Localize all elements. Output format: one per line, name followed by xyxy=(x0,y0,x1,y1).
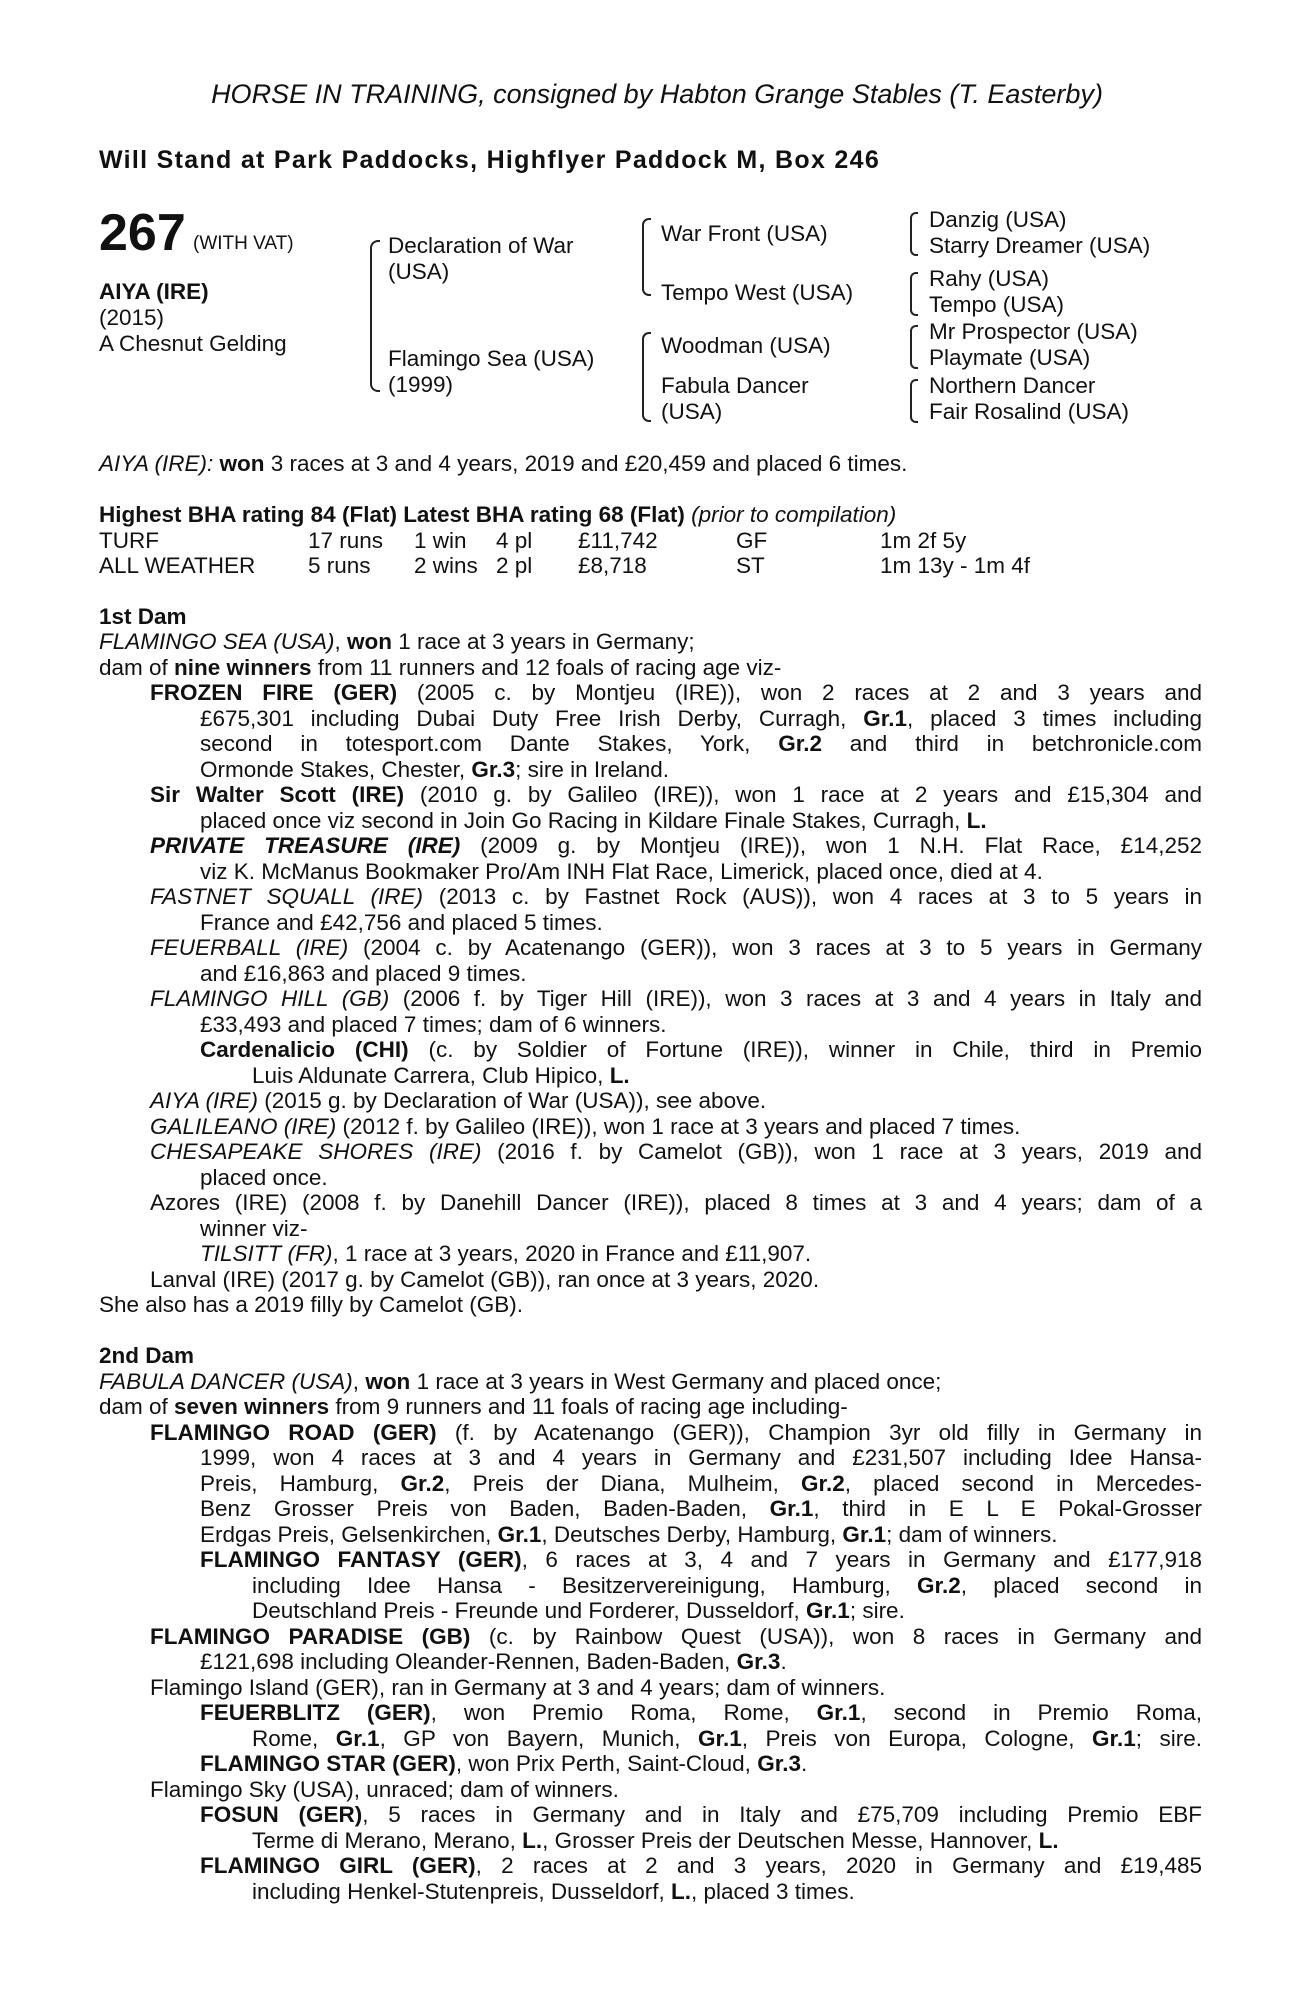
list-item: £33,493 and placed 7 times; dam of 6 winners. xyxy=(200,1012,667,1037)
grade: Gr.1 xyxy=(769,1496,814,1521)
produce-count: seven winners xyxy=(174,1394,330,1419)
pedigree-dam-year: (1999) xyxy=(388,372,454,397)
list-item xyxy=(150,833,1202,858)
list-item xyxy=(200,1700,1202,1725)
text: (2010 g. by Galileo (IRE)), won 1 race at 2 years and £15,304 and xyxy=(404,782,1202,807)
horse-name: FASTNET SQUALL (IRE) xyxy=(150,884,424,909)
consignment-title: HORSE IN TRAINING, consigned by Habton Grange Stables (T. Easterby) xyxy=(211,79,1103,109)
text: , Preis von Europa, Cologne, xyxy=(741,1726,1092,1751)
wins: 2 wins xyxy=(414,553,478,579)
list-item xyxy=(200,1853,1202,1878)
text: second in totesport.com Dante Stakes, York, xyxy=(200,731,779,756)
grade: Gr.1 xyxy=(698,1726,742,1751)
pedigree-sire-sire: War Front (USA) xyxy=(661,221,828,246)
list-item xyxy=(150,986,1202,1011)
text: , placed 3 times. xyxy=(690,1879,855,1904)
text: 1999, won 4 races at 3 and 4 years in Germany and £231,507 including Idee Hansa- xyxy=(200,1445,1202,1470)
list-item: Flamingo Sky (USA), unraced; dam of winners. xyxy=(150,1777,619,1802)
text: , 6 races at 3, 4 and 7 years in Germany and £177,918 xyxy=(521,1547,1202,1572)
distance: 1m 2f 5y xyxy=(880,528,967,553)
dam-name: FLAMINGO SEA (USA) xyxy=(99,629,335,654)
pedigree-sire: Declaration of War xyxy=(388,233,574,258)
list-item: viz K. McManus Bookmaker Pro/Am INH Flat Race, Limerick, placed once, died at 4. xyxy=(200,859,1043,884)
text: Luis Aldunate Carrera, Club Hipico, xyxy=(252,1063,610,1088)
pedigree-dsd: Playmate (USA) xyxy=(929,345,1091,370)
horse-name: Sir Walter Scott (IRE) xyxy=(150,782,405,807)
distance: 1m 13y - 1m 4f xyxy=(880,553,1031,579)
horse-name: FLAMINGO FANTASY (GER) xyxy=(200,1547,522,1572)
text: (c. by Soldier of Fortune (IRE)), winner in Chile, third in Premio xyxy=(408,1037,1202,1062)
text: (f. by Acatenango (GER)), Champion 3yr old filly in Germany in xyxy=(436,1420,1202,1445)
list-item xyxy=(150,935,1202,960)
text: , won Prix Perth, Saint-Cloud, xyxy=(455,1751,758,1776)
lot-number: 267 xyxy=(99,204,186,262)
text: (2015 g. by Declaration of War (USA)), see above. xyxy=(257,1088,767,1113)
text: placed once viz second in Join Go Racing in Kildare Finale Stakes, Curragh, xyxy=(200,808,967,833)
grade: Gr.1 xyxy=(863,706,908,731)
second-dam-heading: 2nd Dam xyxy=(99,1343,195,1368)
text: (2005 c. by Montjeu (IRE)), won 2 races at 2 and 3 years and xyxy=(397,680,1202,705)
first-dam-note: She also has a 2019 filly by Camelot (GB). xyxy=(99,1292,523,1317)
race-summary xyxy=(99,451,907,476)
runs: 17 runs xyxy=(308,528,384,553)
list-item xyxy=(200,808,987,833)
ratings-heading-text: Highest BHA rating 84 (Flat) Latest BHA rating 68 (Flat) xyxy=(99,502,685,527)
text: (2009 g. by Montjeu (IRE)), won 1 N.H. Flat Race, £14,252 xyxy=(460,833,1202,858)
summary-won: won xyxy=(219,451,265,476)
ratings-table xyxy=(99,528,1030,579)
dam-name: FABULA DANCER (USA) xyxy=(99,1369,353,1394)
list-item xyxy=(252,1879,855,1904)
text: , placed 3 times including xyxy=(907,706,1202,731)
horse-name: FLAMINGO ROAD (GER) xyxy=(150,1420,437,1445)
list-item xyxy=(200,1751,807,1776)
text: Azores (IRE) (2008 f. by Danehill Dancer (IRE)), placed 8 times at 3 and 4 years; dam of a xyxy=(150,1190,1202,1215)
produce-suffix: from 9 runners and 11 foals of racing age including- xyxy=(329,1394,848,1419)
horse-name: AIYA (IRE) xyxy=(99,279,209,304)
text: , Preis der Diana, Mulheim, xyxy=(444,1471,801,1496)
text: . xyxy=(800,1751,808,1776)
dam-record: 1 race at 3 years in West Germany and placed once; xyxy=(410,1369,942,1394)
text: Preis, Hamburg, xyxy=(200,1471,401,1496)
text: , Deutsches Derby, Hamburg, xyxy=(541,1522,843,1547)
text: ; sire. xyxy=(1135,1726,1202,1751)
dam-won: won xyxy=(346,629,392,654)
list-item xyxy=(200,1522,1057,1547)
list-item xyxy=(200,1037,1202,1062)
list-item xyxy=(200,1445,1202,1470)
list-item xyxy=(150,1420,1202,1445)
horse-name: FROZEN FIRE (GER) xyxy=(150,680,398,705)
pedigree-dds: Northern Dancer xyxy=(929,373,1096,398)
list-item xyxy=(150,680,1202,705)
grade: Gr.3 xyxy=(471,757,516,782)
list-item xyxy=(200,731,1202,756)
horse-name: TILSITT (FR) xyxy=(200,1241,333,1266)
pedigree-brace-3c xyxy=(910,325,918,369)
pedigree-brace-dam xyxy=(642,332,651,422)
horse-year: (2015) xyxy=(99,305,165,330)
ratings-heading xyxy=(99,502,896,527)
wins: 1 win xyxy=(414,528,467,553)
vat-note: (WITH VAT) xyxy=(193,233,294,254)
grade: L. xyxy=(609,1063,630,1088)
text: (2016 f. by Camelot (GB)), won 1 race at 3 years, 2019 and xyxy=(481,1139,1202,1164)
placed: 4 pl xyxy=(496,528,533,553)
text: £121,698 including Oleander-Rennen, Baden-Baden, xyxy=(200,1649,737,1674)
produce-prefix: dam of xyxy=(99,655,175,680)
text: , GP von Bayern, Munich, xyxy=(379,1726,699,1751)
text: (2012 f. by Galileo (IRE)), won 1 race at 3 years and placed 7 times. xyxy=(336,1114,1021,1139)
text: , second in Premio Roma, xyxy=(860,1700,1203,1725)
text: (2013 c. by Fastnet Rock (AUS)), won 4 races at 3 to 5 years in xyxy=(423,884,1202,909)
grade: Gr.2 xyxy=(917,1573,961,1598)
dam-won: won xyxy=(365,1369,411,1394)
text: . xyxy=(780,1649,787,1674)
horse-name: FOSUN (GER) xyxy=(200,1802,363,1827)
summary-horse: AIYA (IRE): xyxy=(99,451,214,476)
first-dam-heading: 1st Dam xyxy=(99,604,187,629)
grade: Gr.3 xyxy=(757,1751,801,1776)
text: including Henkel-Stutenpreis, Dusseldorf, xyxy=(252,1879,671,1904)
horse-name: GALILEANO (IRE) xyxy=(150,1114,337,1139)
grade: Gr.2 xyxy=(801,1471,845,1496)
text: (2006 f. by Tiger Hill (IRE)), won 3 races at 3 and 4 years in Italy and xyxy=(389,986,1202,1011)
list-item xyxy=(150,1088,766,1113)
grade: Gr.1 xyxy=(335,1726,380,1751)
list-item xyxy=(150,1190,1202,1215)
list-item xyxy=(252,1573,1202,1598)
grade: Gr.1 xyxy=(1091,1726,1136,1751)
produce-count: nine winners xyxy=(174,655,312,680)
horse-name: Cardenalicio (CHI) xyxy=(200,1037,409,1062)
ratings-note: (prior to compilation) xyxy=(691,502,897,527)
pedigree-dam-dam-country: (USA) xyxy=(661,399,723,424)
summary-text: 3 races at 3 and 4 years, 2019 and £20,459 and placed 6 times. xyxy=(264,451,908,476)
pedigree-brace-gen1 xyxy=(370,240,380,392)
pedigree-sss: Danzig (USA) xyxy=(929,207,1067,232)
list-item xyxy=(150,782,1202,807)
going: ST xyxy=(736,553,765,579)
pedigree-brace-3a xyxy=(910,212,918,256)
pedigree-brace-3d xyxy=(910,379,918,423)
first-dam-line: FLAMINGO SEA (USA), won 1 race at 3 years in Germany; xyxy=(99,629,695,654)
list-item: placed once. xyxy=(200,1165,328,1190)
text: Benz Grosser Preis von Baden, Baden-Baden, xyxy=(200,1496,770,1521)
text: Terme di Merano, Merano, xyxy=(252,1828,523,1853)
grade: Gr.2 xyxy=(400,1471,445,1496)
text: and third in betchronicle.com xyxy=(821,731,1202,756)
text: , placed second in xyxy=(960,1573,1203,1598)
grade: L. xyxy=(1038,1828,1059,1853)
text: ; sire. xyxy=(849,1598,905,1623)
grade: L. xyxy=(670,1879,691,1904)
horse-name: FLAMINGO GIRL (GER) xyxy=(200,1853,476,1878)
going: GF xyxy=(736,528,768,553)
grade: Gr.1 xyxy=(842,1522,887,1547)
pedigree-sire-dam: Tempo West (USA) xyxy=(661,280,854,305)
pedigree-sdd: Tempo (USA) xyxy=(929,292,1065,317)
produce-suffix: from 11 runners and 12 foals of racing age viz- xyxy=(311,655,782,680)
text: ; dam of winners. xyxy=(886,1522,1058,1547)
grade: Gr.2 xyxy=(778,731,822,756)
pedigree-ddd: Fair Rosalind (USA) xyxy=(929,399,1130,424)
list-item xyxy=(200,1471,1202,1496)
grade: Gr.3 xyxy=(736,1649,781,1674)
list-item xyxy=(200,757,669,782)
second-dam-line: FABULA DANCER (USA), won 1 race at 3 years in West Germany and placed once; xyxy=(99,1369,942,1394)
pedigree-sds: Rahy (USA) xyxy=(929,266,1050,291)
table-row xyxy=(99,528,1030,553)
horse-name: AIYA (IRE) xyxy=(150,1088,258,1113)
list-item xyxy=(252,1598,905,1623)
list-item xyxy=(200,1649,787,1674)
horse-name: CHESAPEAKE SHORES (IRE) xyxy=(150,1139,482,1164)
pedigree-dam-sire: Woodman (USA) xyxy=(661,333,831,358)
text: (c. by Rainbow Quest (USA)), won 8 races in Germany and xyxy=(470,1624,1202,1649)
text: , 2 races at 2 and 3 years, 2020 in Germany and £19,485 xyxy=(475,1853,1202,1878)
list-item: Flamingo Island (GER), ran in Germany at 3 and 4 years; dam of winners. xyxy=(150,1675,886,1700)
list-item xyxy=(150,1139,1202,1164)
list-item xyxy=(150,884,1202,909)
produce-prefix: dam of xyxy=(99,1394,175,1419)
pedigree-dss: Mr Prospector (USA) xyxy=(929,319,1138,344)
pedigree-sire-country: (USA) xyxy=(388,259,450,284)
text: , won Premio Roma, Rome, xyxy=(430,1700,817,1725)
pedigree-dam: Flamingo Sea (USA) xyxy=(388,346,595,371)
list-item xyxy=(200,706,1202,731)
horse-description: A Chesnut Gelding xyxy=(99,331,287,356)
horse-name: FEUERBLITZ (GER) xyxy=(200,1700,431,1725)
horse-name: FLAMINGO PARADISE (GB) xyxy=(150,1624,471,1649)
dam-record: 1 race at 3 years in Germany; xyxy=(391,629,695,654)
list-item: and £16,863 and placed 9 times. xyxy=(200,961,527,986)
pedigree-ssd: Starry Dreamer (USA) xyxy=(929,233,1151,258)
text: Erdgas Preis, Gelsenkirchen, xyxy=(200,1522,498,1547)
list-item xyxy=(150,1114,1020,1139)
text: including Idee Hansa - Besitzervereinigung, Hamburg, xyxy=(252,1573,917,1598)
horse-name: PRIVATE TREASURE (IRE) xyxy=(150,833,461,858)
text: , 1 race at 3 years, 2020 in France and £11,907. xyxy=(332,1241,812,1266)
list-item xyxy=(252,1063,630,1088)
prize: £8,718 xyxy=(578,553,647,579)
prize: £11,742 xyxy=(578,528,658,553)
pedigree-dam-dam: Fabula Dancer xyxy=(661,373,809,398)
surface: ALL WEATHER xyxy=(99,553,256,579)
text: (2004 c. by Acatenango (GER)), won 3 races at 3 to 5 years in Germany xyxy=(348,935,1202,960)
pedigree-brace-sire xyxy=(642,218,651,296)
grade: Gr.1 xyxy=(497,1522,542,1547)
text: Rome, xyxy=(252,1726,336,1751)
text: , 5 races in Germany and in Italy and £75,709 including Premio EBF xyxy=(362,1802,1202,1827)
table-row xyxy=(99,553,1030,578)
runs: 5 runs xyxy=(308,553,371,579)
grade: L. xyxy=(966,808,987,833)
horse-name: FEUERBALL (IRE) xyxy=(150,935,349,960)
text: Deutschland Preis - Freunde und Forderer, Dusseldorf, xyxy=(252,1598,807,1623)
list-item xyxy=(200,1241,811,1266)
list-item xyxy=(150,1624,1202,1649)
first-dam-produce xyxy=(99,655,781,680)
text: £675,301 including Dubai Duty Free Irish Derby, Curragh, xyxy=(200,706,864,731)
grade: Gr.1 xyxy=(806,1598,850,1623)
list-item: winner viz- xyxy=(200,1216,308,1241)
grade: L. xyxy=(522,1828,543,1853)
list-item xyxy=(200,1802,1202,1827)
text: , Grosser Preis der Deutschen Messe, Hannover, xyxy=(542,1828,1039,1853)
list-item xyxy=(200,1547,1202,1572)
list-item xyxy=(200,1496,1202,1521)
horse-name: FLAMINGO STAR (GER) xyxy=(200,1751,456,1776)
list-item xyxy=(252,1828,1059,1853)
list-item: Lanval (IRE) (2017 g. by Camelot (GB)), ran once at 3 years, 2020. xyxy=(150,1267,820,1292)
pedigree-brace-3b xyxy=(910,272,918,316)
list-item xyxy=(252,1726,1202,1751)
list-item: France and £42,756 and placed 5 times. xyxy=(200,910,603,935)
text: , placed second in Mercedes- xyxy=(844,1471,1202,1496)
placed: 2 pl xyxy=(496,553,533,579)
surface: TURF xyxy=(99,528,159,553)
text: ; sire in Ireland. xyxy=(515,757,669,782)
second-dam-produce xyxy=(99,1394,848,1419)
text: , third in E L E Pokal-Grosser xyxy=(813,1496,1202,1521)
grade: Gr.1 xyxy=(816,1700,861,1725)
stand-location: Will Stand at Park Paddocks, Highflyer Paddock M, Box 246 xyxy=(99,146,881,174)
horse-name: FLAMINGO HILL (GB) xyxy=(150,986,390,1011)
text: Ormonde Stakes, Chester, xyxy=(200,757,472,782)
